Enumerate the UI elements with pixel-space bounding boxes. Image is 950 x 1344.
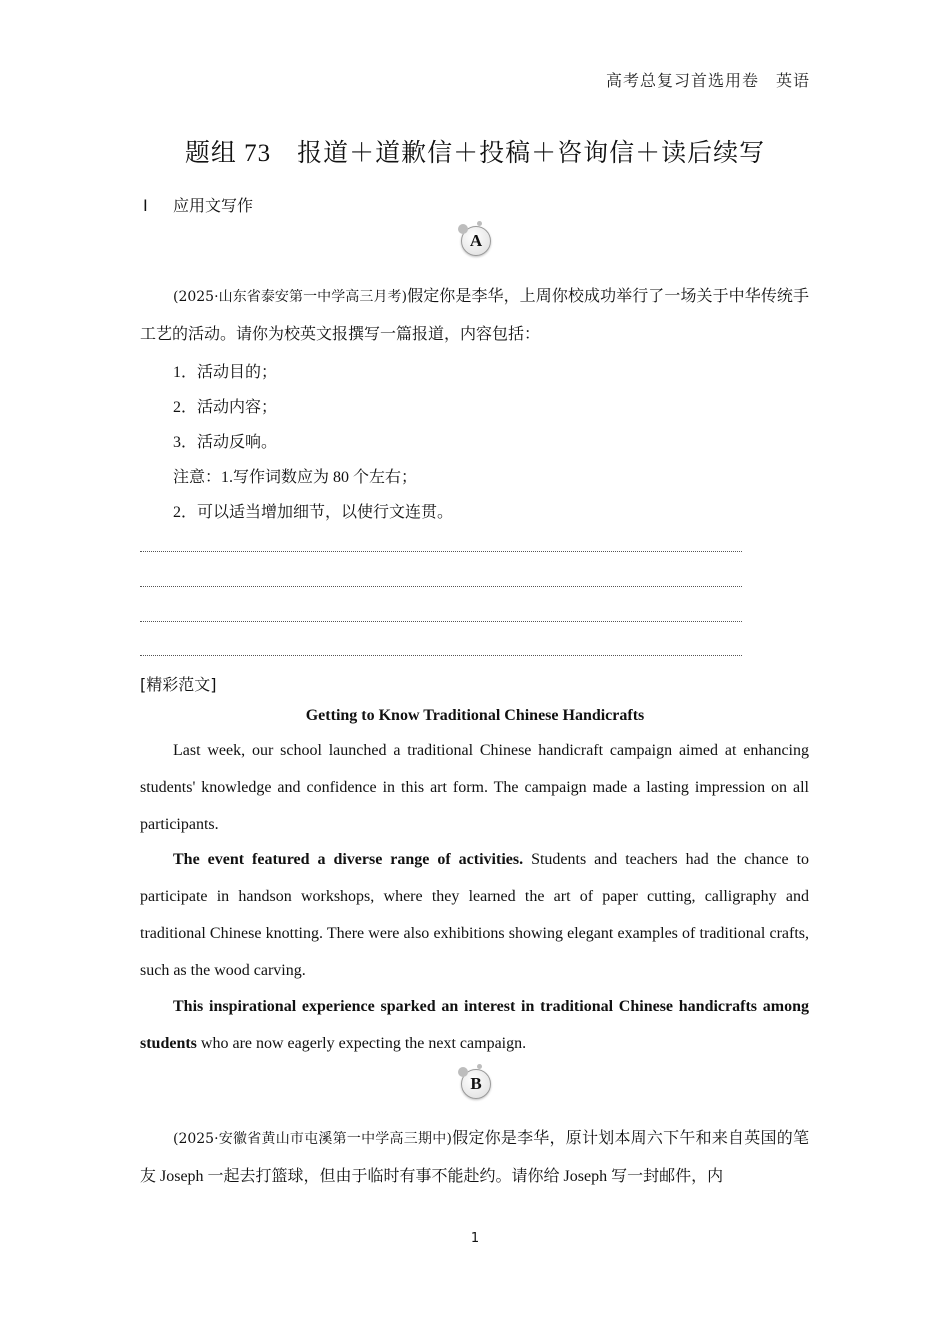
task-a-badge-icon	[461, 226, 491, 256]
answer-line	[140, 621, 742, 622]
task-b-source: (2025·安徽省黄山市屯溪第一中学高三期中)	[173, 1131, 452, 1147]
task-b-prompt	[140, 1120, 809, 1195]
task-a-prompt-text: 假定你是李华，上周你校成功举行了一场关于中华传统手工艺的活动。请你为校英文报撰写一篇报道，内容包括：	[140, 288, 809, 343]
task-a-item-3: 3．活动反响。	[173, 434, 278, 451]
sample-label: [精彩范文]	[140, 675, 217, 694]
sample-paragraph-2-body: Students and teachers had the chance to participate in handson workshops, where they learned the art of paper cutting, calligraphy and traditional Chinese knotting. There were also exhibitions showing elegant examples of traditional crafts, such as the wood carving.	[140, 851, 810, 979]
answer-line	[140, 551, 742, 552]
sample-paragraph-3-topic: This inspirational experience sparked an interest in traditional Chinese handicrafts among students	[140, 998, 809, 1052]
page-title: 题组 73 报道＋道歉信＋投稿＋咨询信＋读后续写	[184, 140, 766, 167]
task-a-note-1: 注意：1.写作词数应为 80 个左右；	[173, 469, 418, 486]
answer-line	[140, 586, 742, 587]
page-header: 高考总复习首选用卷 英语	[605, 73, 810, 90]
task-b-badge-icon	[461, 1069, 491, 1099]
section-label: 应用文写作	[173, 196, 254, 215]
section-heading	[143, 193, 253, 216]
answer-line	[140, 655, 742, 656]
task-a-source: (2025·山东省泰安第一中学高三月考)	[173, 289, 408, 305]
sample-paragraph-2-topic: The event featured a diverse range of activities.	[173, 851, 524, 868]
task-a-item-2: 2．活动内容；	[173, 399, 278, 416]
section-number: Ⅰ	[143, 196, 148, 215]
sample-paragraph-1: Last week, our school launched a traditional Chinese handicraft campaign aimed at enhancing students' knowledge and confidence in this art form. The campaign made a lasting impression on all participants.	[140, 742, 809, 833]
task-a-item-1: 1．活动目的；	[173, 364, 278, 381]
task-a-prompt	[140, 278, 809, 353]
page-number: 1	[470, 1231, 480, 1246]
task-b-prompt-text: 假定你是李华，原计划本周六下午和来自英国的笔友 Joseph 一起去打篮球，但由于临时有事不能赴约。请你给 Joseph 写一封邮件，内	[140, 1130, 809, 1185]
sample-paragraph-2	[140, 841, 809, 989]
task-a-badge-letter: A	[469, 231, 483, 250]
task-a-note-2: 2．可以适当增加细节，以使行文连贯。	[173, 504, 454, 521]
sample-paragraph-3-body: who are now eagerly expecting the next campaign.	[196, 1035, 527, 1052]
sample-paragraph-3	[140, 988, 809, 1062]
sample-title: Getting to Know Traditional Chinese Handicrafts	[305, 707, 645, 724]
task-b-badge-letter: B	[470, 1074, 482, 1093]
